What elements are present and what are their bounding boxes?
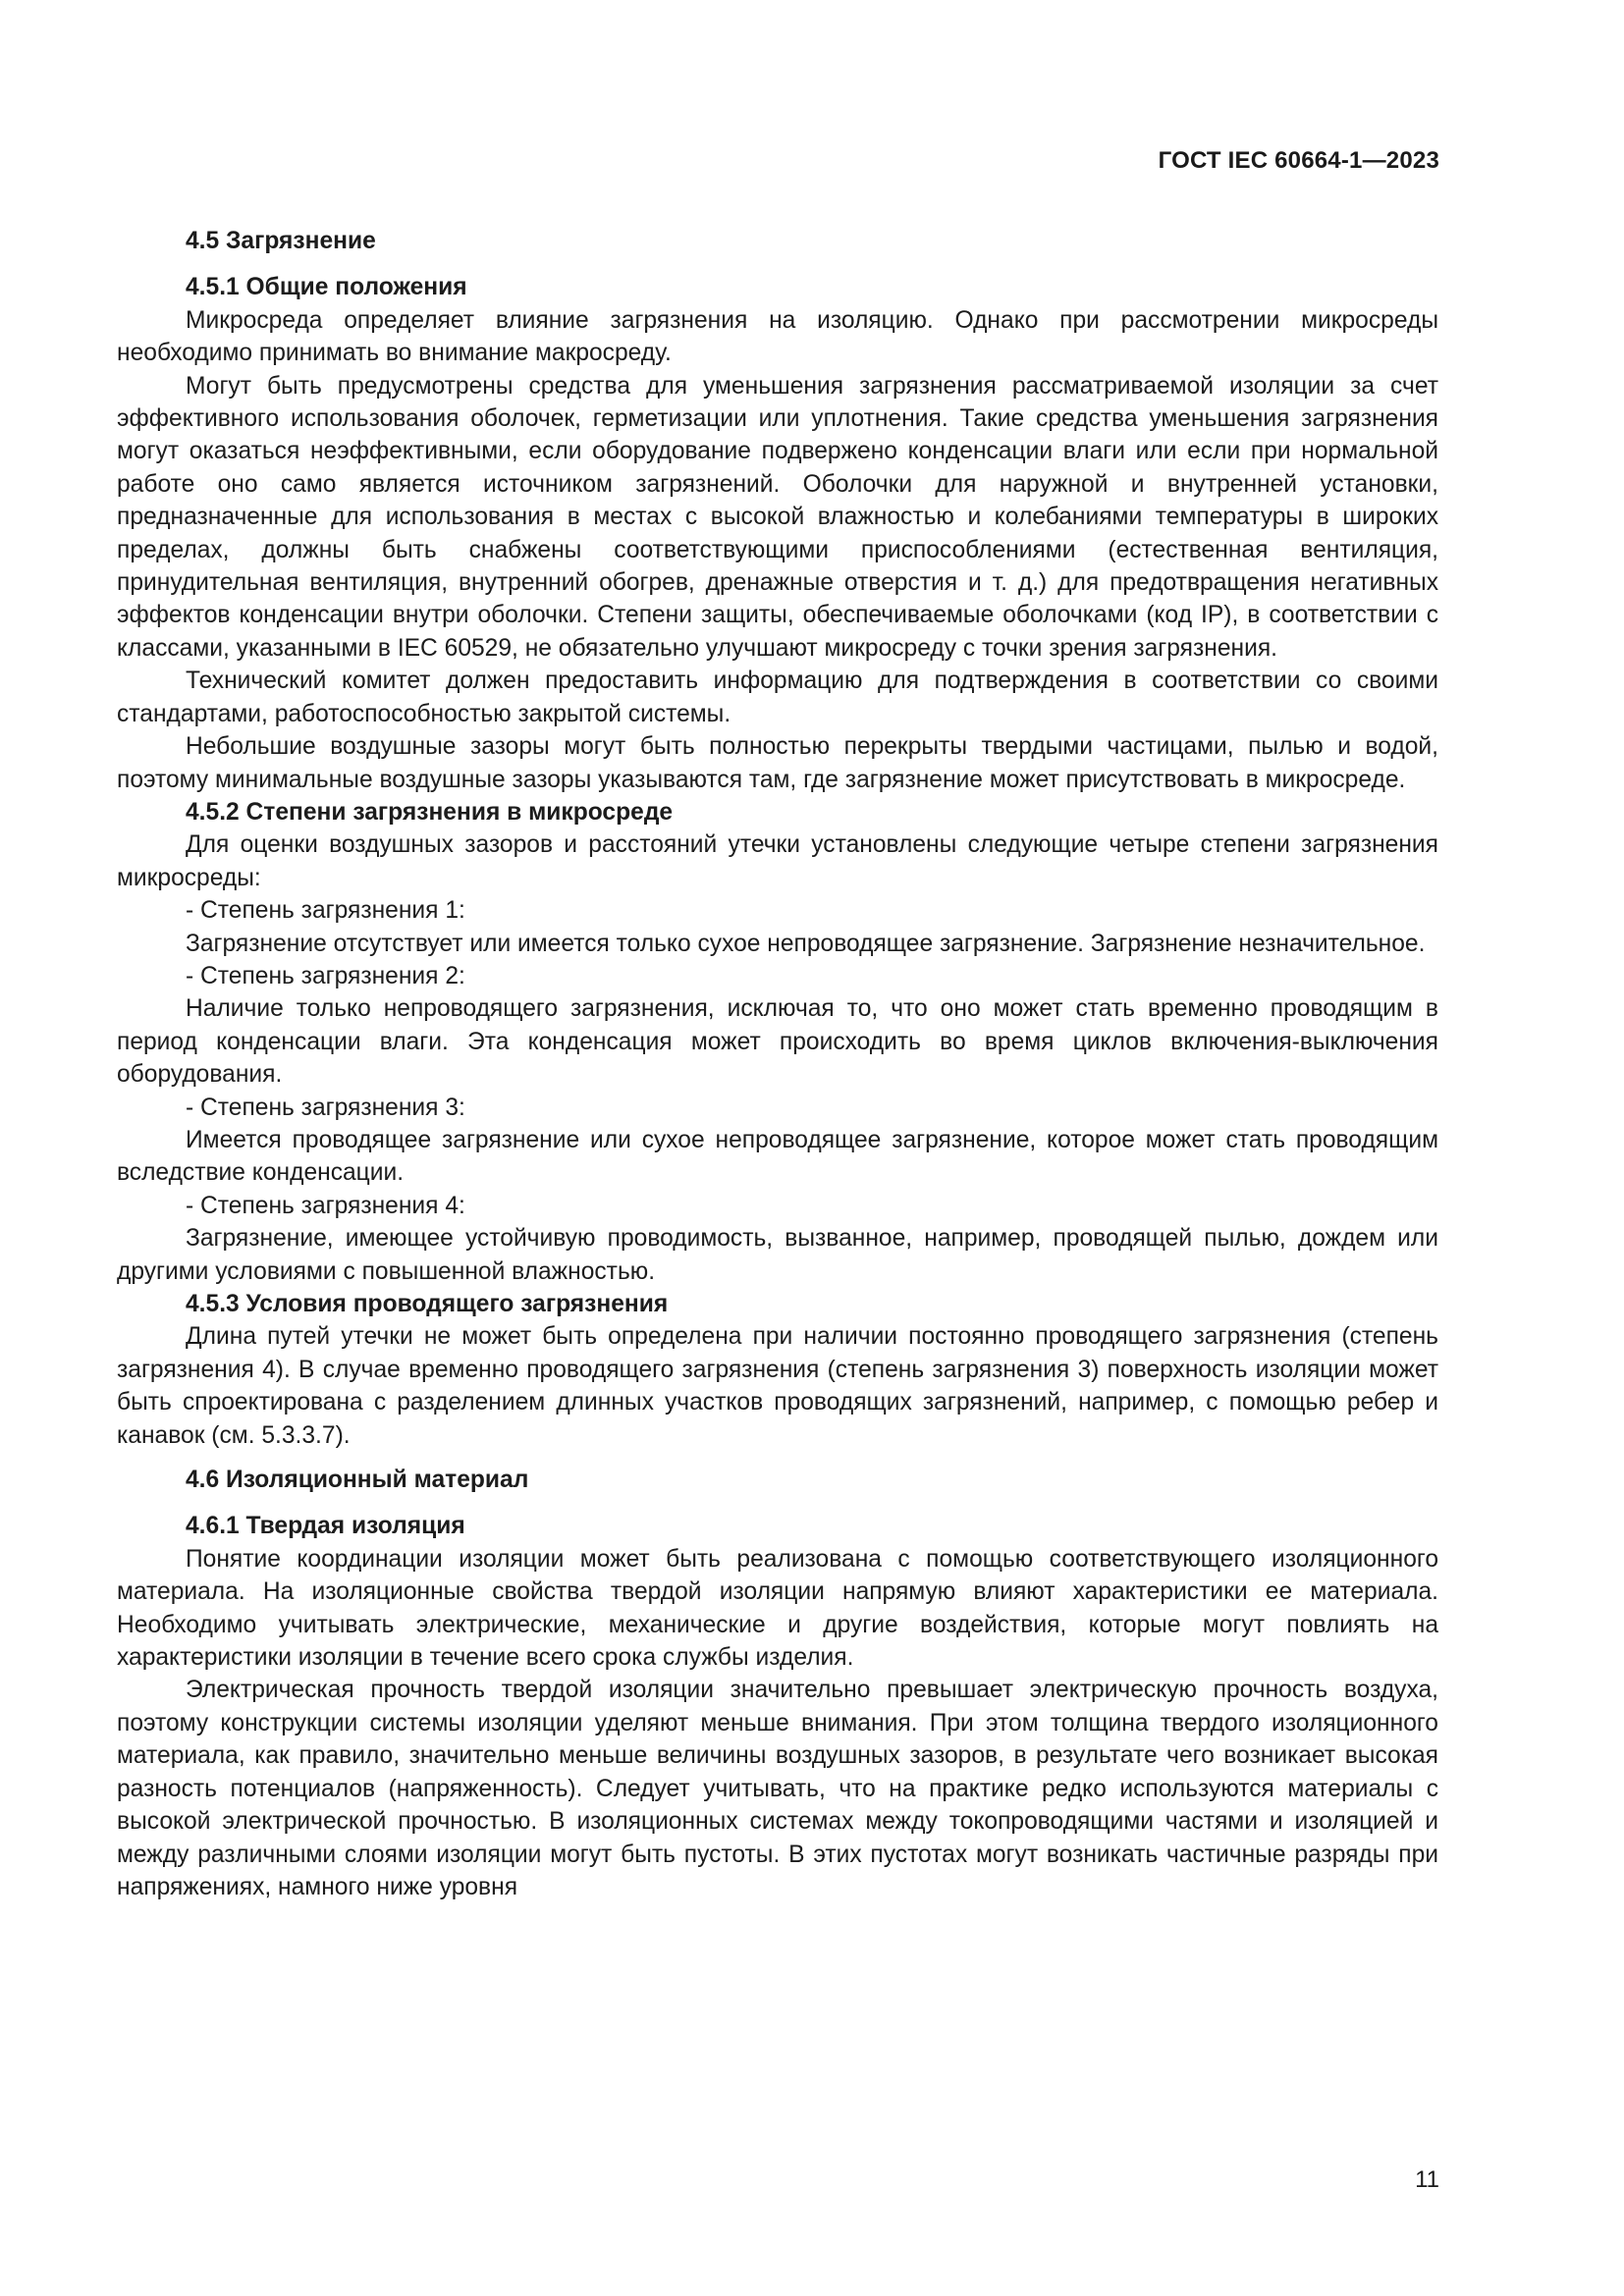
- pollution-degree-3-label: - Степень загрязнения 3:: [186, 1094, 465, 1121]
- paragraph: Микросреда определяет влияние загрязнения на изоляцию. Однако при рассмотрении микросреды необходимо принимать во внимание макросреду.: [117, 306, 1438, 367]
- paragraph: Небольшие воздушные зазоры могут быть полностью перекрыты твердыми частицами, пылью и водой, поэтому минимальные воздушные зазоры указываются там, где загрязнение может присутствовать в микросреде.: [117, 733, 1438, 793]
- pollution-degree-3-text: Имеется проводящее загрязнение или сухое непроводящее загрязнение, которое может стать проводящим вследствие конденсации.: [117, 1126, 1438, 1187]
- subsection-heading-4-6-1: 4.6.1 Твердая изоляция: [186, 1513, 465, 1540]
- paragraph: Для оценки воздушных зазоров и расстояний утечки установлены следующие четыре степени загрязнения микросреды:: [117, 831, 1438, 891]
- subsection-heading-4-5-2: 4.5.2 Степени загрязнения в микросреде: [186, 798, 674, 826]
- subsection-heading-4-5-1: 4.5.1 Общие положения: [186, 274, 467, 301]
- paragraph: Длина путей утечки не может быть определена при наличии постоянно проводящего загрязнения (степень загрязнения 4). В случае временно проводящего загрязнения (степень загрязнения 3) поверхность изоляции может быть спроектирована с разделением длинных участков проводящих загрязнений, например, с помощью ребер и канавок (см. 5.3.3.7).: [117, 1323, 1438, 1449]
- document-body: [117, 225, 1438, 1903]
- section-heading-4-6: 4.6 Изоляционный материал: [186, 1467, 529, 1494]
- paragraph: Технический комитет должен предоставить информацию для подтверждения в соответствии со своими стандартами, работоспособностью закрытой системы.: [117, 667, 1438, 727]
- pollution-degree-1-label: - Степень загрязнения 1:: [186, 897, 465, 925]
- paragraph: Электрическая прочность твердой изоляции значительно превышает электрическую прочность воздуха, поэтому конструкции системы изоляции уделяют меньше внимания. При этом толщина твердого изоляционного материала, как правило, значительно меньше величины воздушных зазоров, в результате чего возникает высокая разность потенциалов (напряженность). Следует учитывать, что на практике редко используются материалы с высокой электрической прочностью. В изоляционных системах между токопроводящими частями и изоляцией и между различными слоями изоляции могут быть пустоты. В этих пустотах могут возникать частичные разряды при напряжениях, намного ниже уровня: [117, 1677, 1438, 1900]
- pollution-degree-2-label: - Степень загрязнения 2:: [186, 962, 465, 989]
- pollution-degree-1-text: Загрязнение отсутствует или имеется только сухое непроводящее загрязнение. Загрязнение незначительное.: [186, 930, 1426, 957]
- paragraph: Понятие координации изоляции может быть реализована с помощью соответствующего изоляционного материала. На изоляционные свойства твердой изоляции напрямую влияют характеристики ее материала. Необходимо учитывать электрические, механические и другие воздействия, которые могут повлиять на характеристики изоляции в течение всего срока службы изделия.: [117, 1545, 1438, 1672]
- subsection-heading-4-5-3: 4.5.3 Условия проводящего загрязнения: [186, 1291, 669, 1317]
- pollution-degree-4-label: - Степень загрязнения 4:: [186, 1192, 465, 1219]
- pollution-degree-2-text: Наличие только непроводящего загрязнения, исключая то, что оно может стать временно проводящим в период конденсации влаги. Эта конденсация может происходить во время циклов включения-выключения оборудования.: [117, 995, 1438, 1089]
- page-number: 11: [1415, 2166, 1439, 2193]
- pollution-degree-4-text: Загрязнение, имеющее устойчивую проводимость, вызванное, например, проводящей пылью, дождем или другими условиями с повышенной влажностью.: [117, 1225, 1438, 1285]
- document-id-header: ГОСТ IEC 60664-1—2023: [1158, 147, 1439, 174]
- section-heading-4-5: 4.5 Загрязнение: [186, 228, 376, 254]
- paragraph: Могут быть предусмотрены средства для уменьшения загрязнения рассматриваемой изоляции за счет эффективного использования оболочек, герметизации или уплотнения. Такие средства уменьшения загрязнения могут оказаться неэффективными, если оборудование подвержено конденсации влаги или если при нормальной работе оно само является источником загрязнений. Оболочки для наружной и внутренней установки, предназначенные для использования в местах с высокой влажностью и колебаниями температуры в широких пределах, должны быть снабжены соответствующими приспособлениями (естественная вентиляция, принудительная вентиляция, внутренний обогрев, дренажные отверстия и т. д.) для предотвращения негативных эффектов конденсации внутри оболочки. Степени защиты, обеспечиваемые оболочками (код IP), в соответствии с классами, указанными в IEC 60529, не обязательно улучшают микросреду с точки зрения загрязнения.: [117, 372, 1438, 662]
